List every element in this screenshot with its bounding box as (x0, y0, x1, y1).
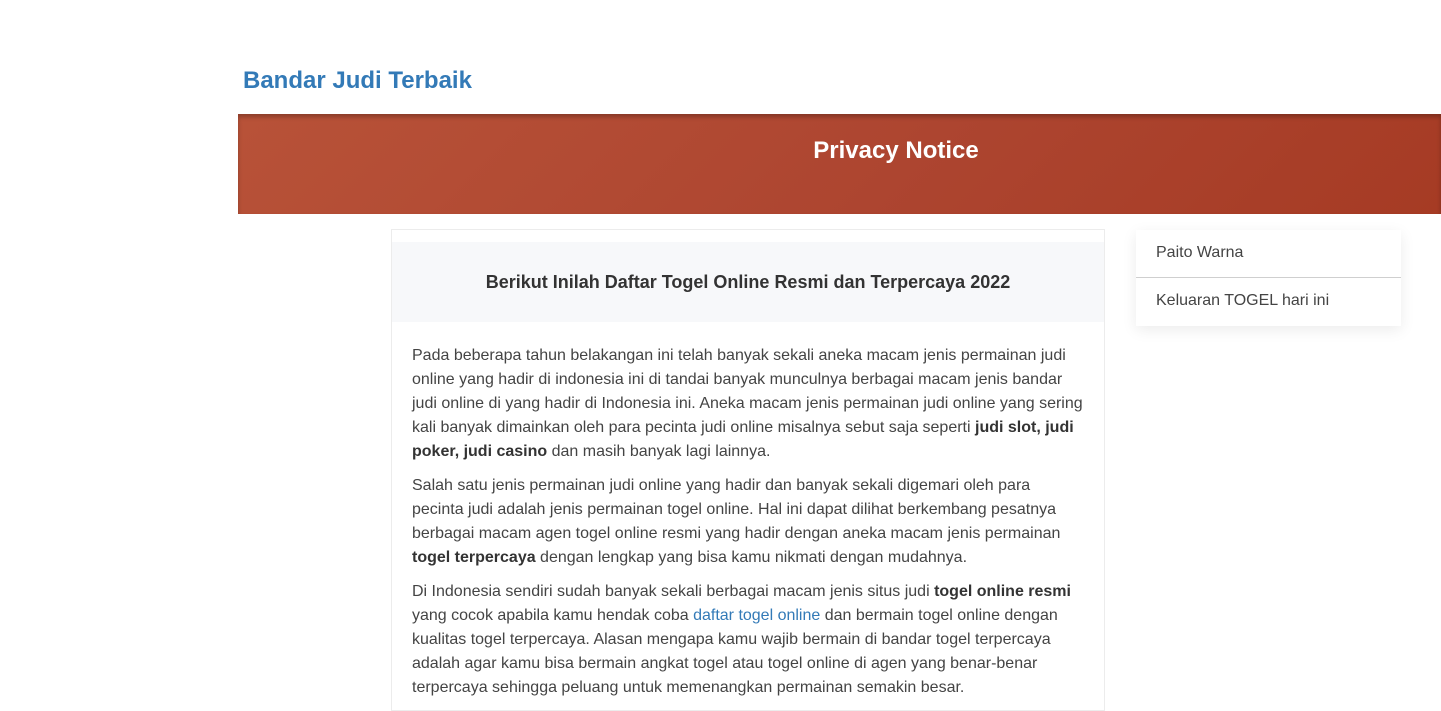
article-card (391, 229, 1105, 711)
paragraph-text: Di Indonesia sendiri sudah banyak sekali berbagai macam jenis situs judi (412, 583, 935, 600)
sidebar-item-keluaran-togel[interactable]: Keluaran TOGEL hari ini (1156, 292, 1330, 309)
paragraph-text: yang cocok apabila kamu hendak coba (412, 607, 694, 624)
page-banner (238, 114, 1441, 214)
paragraph-text: dan bermain togel online dengan kualitas togel terpercaya. Alasan mengapa kamu wajib bermain di bandar togel terpercaya adalah agar kamu bisa bermain angkat togel atau togel online di agen yang benar-benar terpercaya sehingga peluang untuk memenangkan permainan semakin besar. (412, 607, 1058, 696)
article-paragraph-1 (412, 344, 1084, 464)
paragraph-text: dan masih banyak lagi lainnya. (547, 443, 771, 460)
bold-text: togel terpercaya (412, 549, 536, 566)
sidebar-item-paito-warna[interactable]: Paito Warna (1136, 230, 1401, 278)
paragraph-text: Salah satu jenis permainan judi online yang hadir dan banyak sekali digemari oleh para pecinta judi adalah jenis permainan togel online. Hal ini dapat dilihat berkembang pesatnya berbagai macam agen togel online resmi yang hadir dengan aneka macam jenis permainan (412, 477, 1061, 542)
article-body (392, 322, 1104, 700)
bold-text: judi slot, judi poker, judi casino (412, 419, 1074, 460)
daftar-togel-online-link[interactable]: daftar togel online (693, 607, 821, 624)
article-paragraph-2 (412, 474, 1084, 570)
paragraph-text: dengan lengkap yang bisa kamu nikmati dengan mudahnya. (535, 549, 968, 566)
paragraph-text: Pada beberapa tahun belakangan ini telah banyak sekali aneka macam jenis permainan judi online yang hadir di indonesia ini di tandai banyak munculnya berbagai macam jenis bandar judi online di yang hadir di Indonesia ini. Aneka macam jenis permainan judi online yang sering kali banyak dimainkan oleh para pecinta judi online misalnya sebut saja seperti (412, 347, 1083, 436)
site-title-link[interactable]: Bandar Judi Terbaik (243, 67, 472, 94)
page-title: Privacy Notice (813, 137, 979, 164)
sidebar-menu (1136, 230, 1401, 326)
article-header (392, 242, 1104, 322)
bold-text: togel online resmi (934, 583, 1071, 600)
article-heading: Berikut Inilah Daftar Togel Online Resmi dan Terpercaya 2022 (485, 272, 1011, 292)
article-paragraph-3 (412, 580, 1084, 700)
